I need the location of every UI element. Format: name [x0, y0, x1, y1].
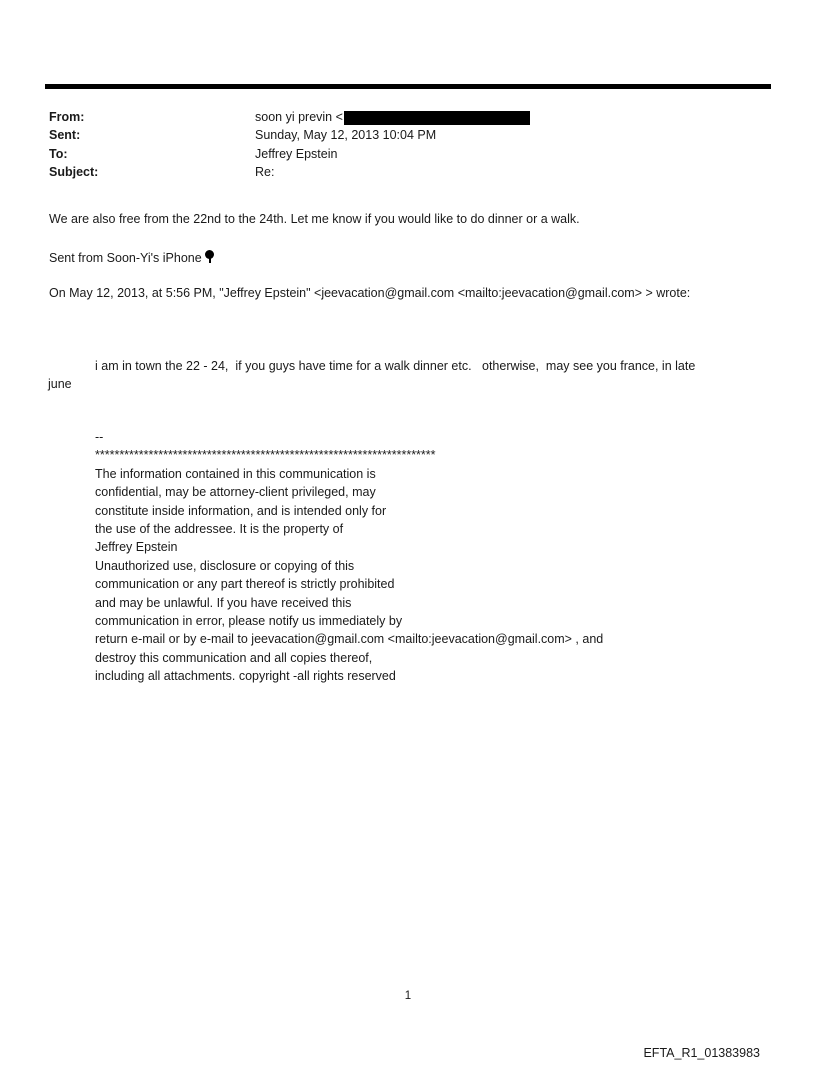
disclaimer-line: The information contained in this communication is [95, 466, 376, 481]
subject-label: Subject: [49, 165, 99, 180]
bates-number: EFTA_R1_01383983 [643, 1046, 760, 1060]
to-value: Jeffrey Epstein [255, 146, 338, 161]
quoted-reply-header: On May 12, 2013, at 5:56 PM, "Jeffrey Epstein" <jeevacation@gmail.com <mailto:jeevacation@gmail.com> > wrote: [49, 286, 691, 300]
disclaimer-line: Jeffrey Epstein [95, 540, 178, 555]
disclaimer-line: return e-mail or by e-mail to jeevacation@gmail.com <mailto:jeevacation@gmail.com> , and [95, 632, 604, 647]
quoted-reply-line-2: june [48, 377, 72, 392]
signature-disclaimer-block [95, 428, 755, 686]
quoted-reply-line-1: i am in town the 22 - 24, if you guys have time for a walk dinner etc. otherwise, may see you france, in late [95, 359, 696, 373]
sent-row [49, 126, 769, 144]
email-header [49, 108, 769, 182]
to-row [49, 145, 769, 163]
from-label: From: [49, 110, 85, 124]
apple-device-glyph-icon [205, 250, 215, 264]
redaction-bar [344, 111, 530, 125]
quoted-reply-body [48, 357, 768, 394]
signature-divider: -- [95, 430, 104, 444]
disclaimer-line: destroy this communication and all copies thereof, [95, 650, 373, 665]
page-number: 1 [404, 990, 412, 1002]
sent-value: Sunday, May 12, 2013 10:04 PM [255, 128, 437, 143]
subject-row [49, 163, 769, 181]
disclaimer-line: communication in error, please notify us immediately by [95, 614, 403, 629]
disclaimer-line: Unauthorized use, disclosure or copying of this [95, 558, 355, 573]
disclaimer-line: and may be unlawful. If you have received this [95, 595, 352, 610]
asterisk-separator: ********************************************************************** [95, 448, 436, 463]
disclaimer-line: constitute inside information, and is intended only for [95, 503, 387, 518]
disclaimer-line: confidential, may be attorney-client privileged, may [95, 485, 376, 500]
sent-label: Sent: [49, 128, 81, 143]
subject-value: Re: [255, 165, 275, 180]
from-sender-text: soon yi previn < [255, 110, 343, 124]
header-divider-rule [45, 84, 771, 89]
sent-from-iphone-text: Sent from Soon-Yi's iPhone [49, 251, 202, 265]
to-label: To: [49, 146, 68, 161]
from-value [255, 108, 769, 126]
message-body-text: We are also free from the 22nd to the 24th. Let me know if you would like to do dinner or a walk. [49, 212, 580, 226]
disclaimer-line: communication or any part thereof is strictly prohibited [95, 577, 395, 592]
disclaimer-line: the use of the addressee. It is the property of [95, 522, 344, 537]
disclaimer-line: including all attachments. copyright -all rights reserved [95, 669, 396, 684]
sent-from-iphone-line [49, 250, 789, 265]
from-row [49, 108, 769, 126]
